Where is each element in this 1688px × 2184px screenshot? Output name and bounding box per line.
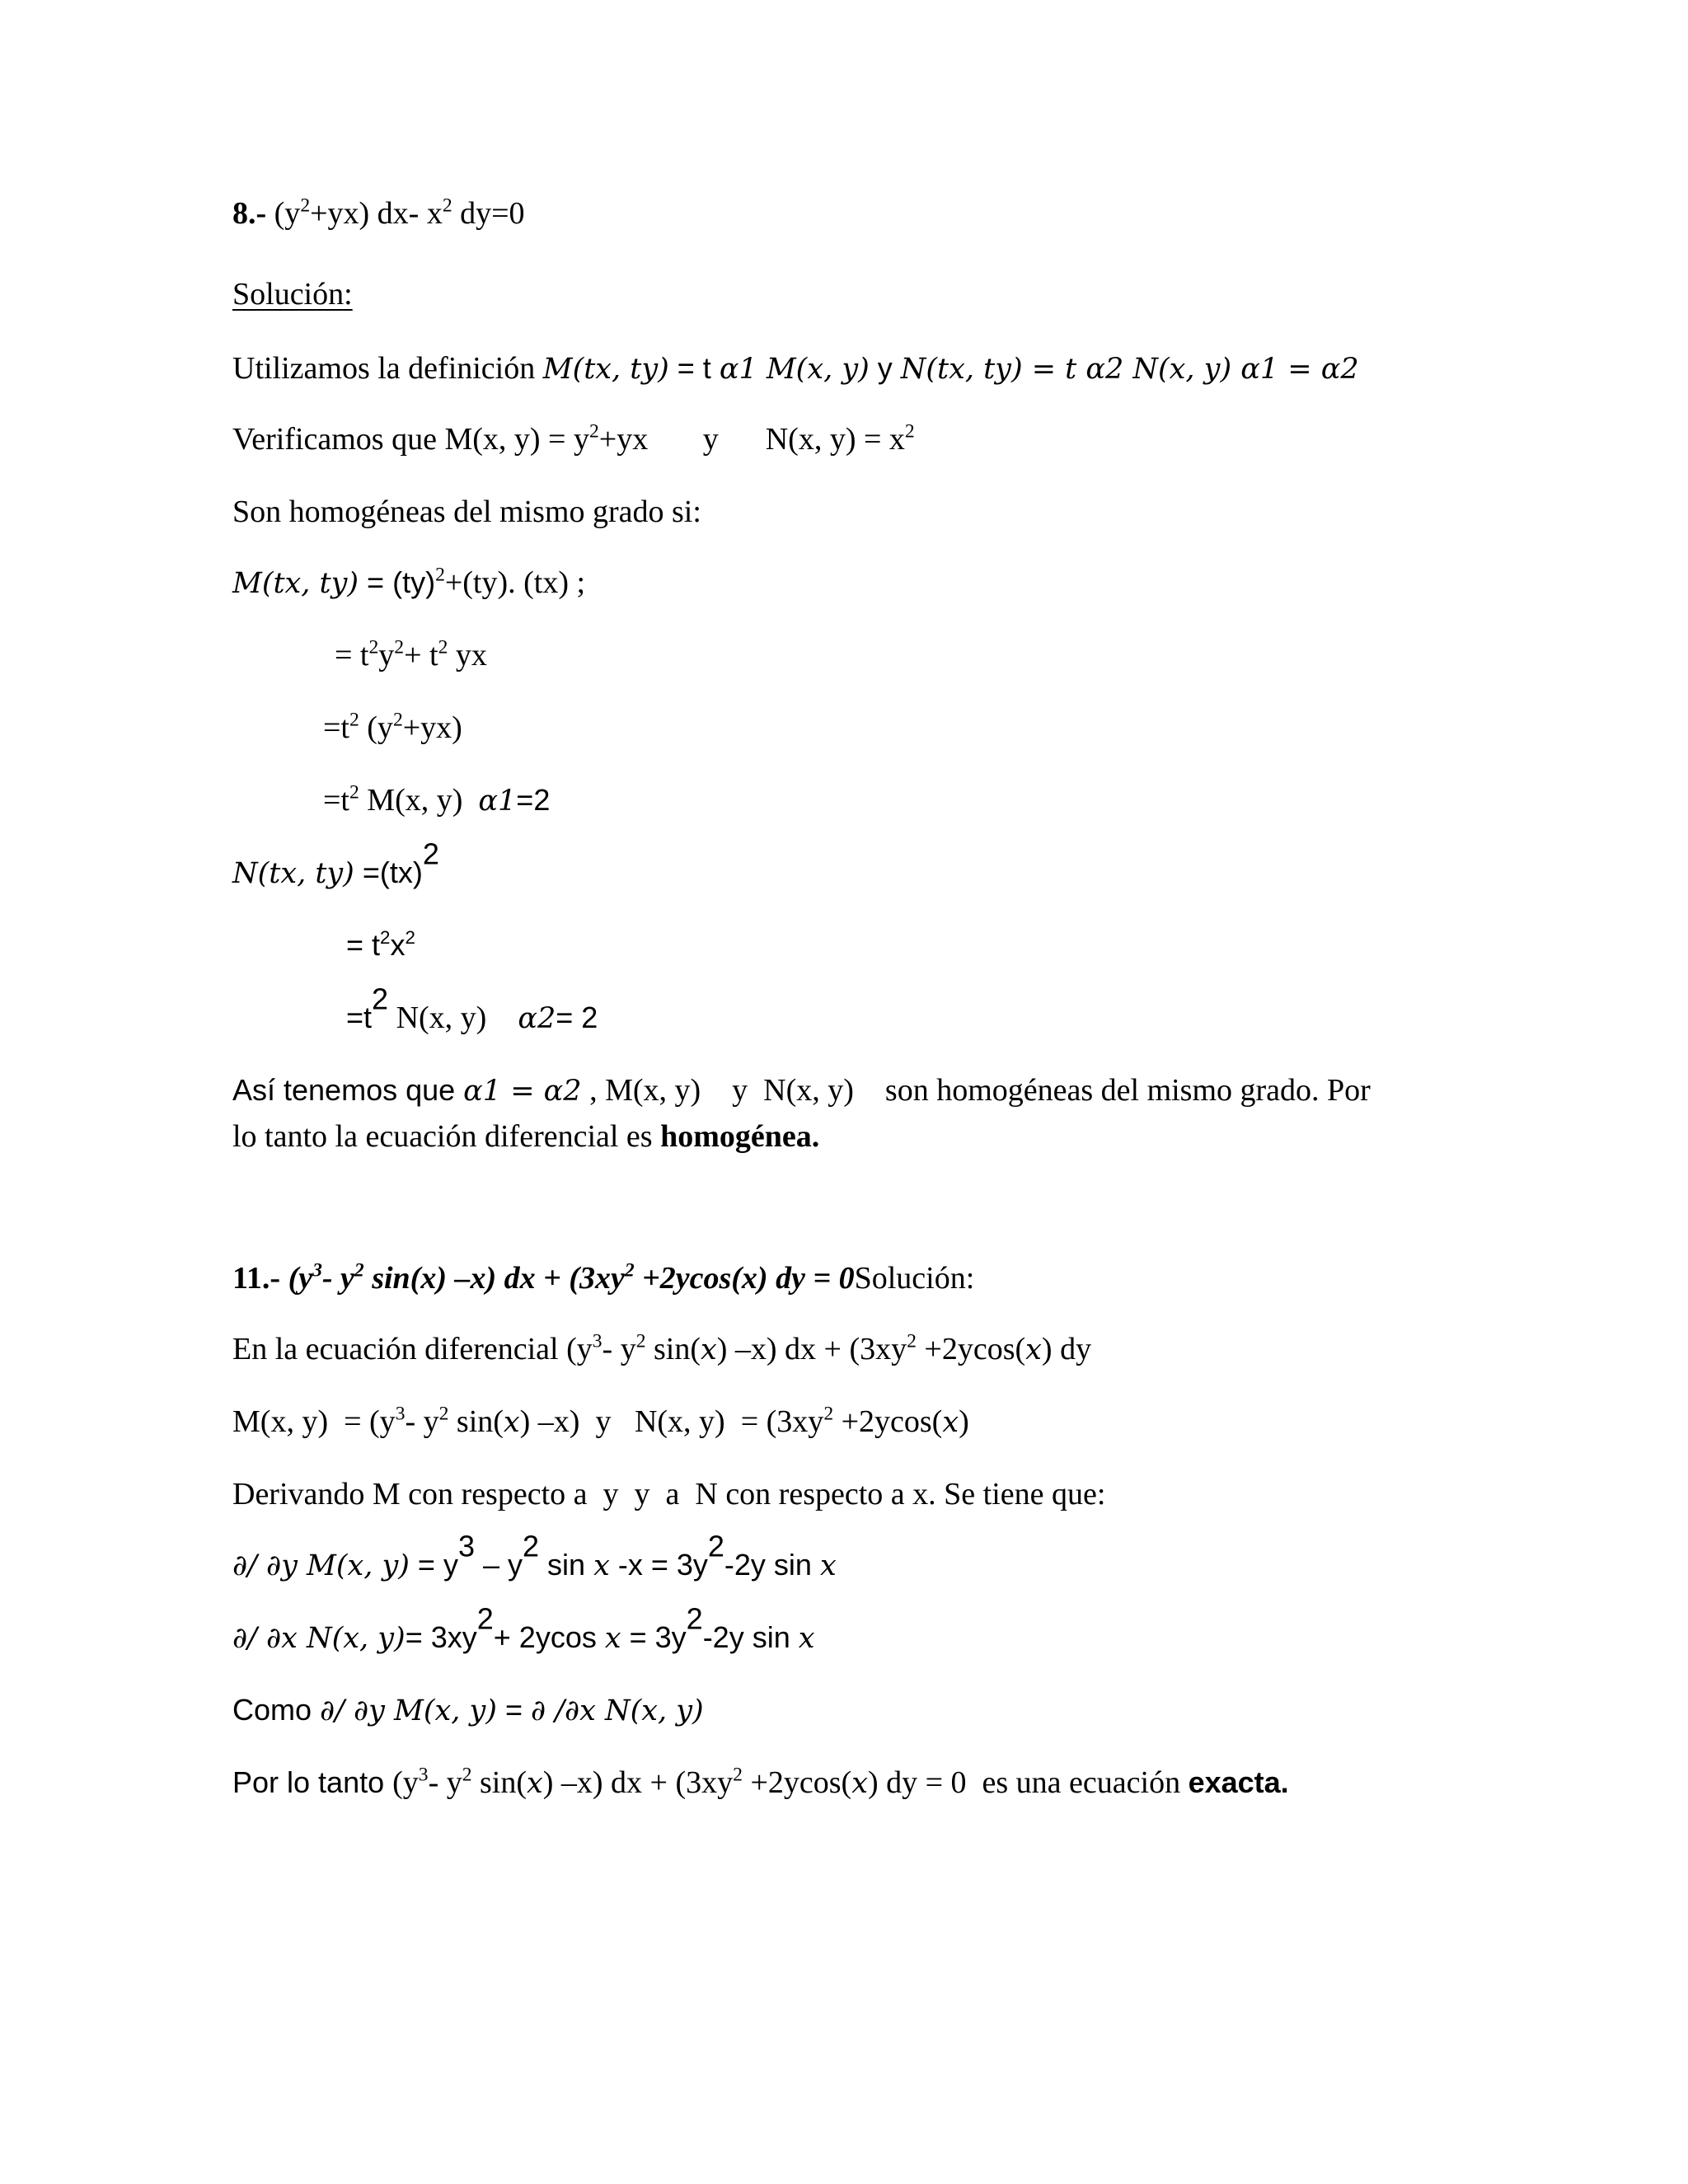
problem-8-title: 8.- $(y^2+yx)$ dx- $x^2$ dy=0 (232, 194, 525, 231)
m-step-1: M(tx, ty) = (ty)$^2$+(ty). (tx) ; (232, 564, 586, 600)
m-step-3: $=t^2$ $(y^2+yx)$ (323, 709, 462, 745)
ecuacion-line: En la ecuación diferencial ($y^3-$ $y^2$ sin(x) –x) dx + ($3xy^2 +2ycos(x)$ dy (232, 1330, 1092, 1366)
m-step-4: $=t^2$ M(x, y) α1=2 (323, 781, 551, 818)
derivando-line: Derivando M con respecto a y y a N con respecto a x. Se tiene que: (232, 1477, 1106, 1511)
final-conclusion-line: Por lo tanto ($y^3-$ $y^2$ sin(x) –x) dx + ($3xy^2 +2ycos(x)$ dy = 0 es una ecuación exacta. (232, 1764, 1289, 1800)
conclusion-line-1: Así tenemos que α1 = α2 , M(x, y) y N(x, y) son homogéneas del mismo grado. Por (232, 1073, 1371, 1108)
n-step-2: = $t^2x^2$ (346, 927, 415, 962)
n-step-3: $=t^2$ N(x, y) α2= 2 (346, 982, 598, 1035)
como-line: Como ∂/ ∂y M(x, y) = ∂ /∂x N(x, y) (232, 1693, 704, 1727)
partial-m-line: ∂/ ∂y M(x, $y) = y^3 - y^2$ sin x $-x = 3y^2-2y$ sin x (232, 1529, 837, 1582)
verify-line: Verificamos que M(x, $y) = y^2+yx$ y N(x, $y) = x^2$ (232, 420, 915, 457)
m-step-2: = $t^2y^2+ t^2$ yx (335, 636, 487, 673)
m-n-definition-line: M(x, $y) = (y^3-$ $y^2$ sin(x) –x) y N(x, $y) = (3xy^2 +2ycos(x)$ (232, 1403, 969, 1439)
definition-line: Utilizamos la definición M(tx, ty) = t α1 M(x, y) y N(tx, ty) = t α2 N(x, y) α1 = α2 (232, 351, 1359, 386)
partial-n-line: ∂/ ∂x N(x, $y)= 3xy^2+ 2ycos$ $x = 3y^2-2y$ sin x (232, 1601, 815, 1655)
homogeneous-condition: Son homogéneas del mismo grado si: (232, 494, 701, 529)
n-step-1: N(tx, ty) =(tx)$^2$ (232, 837, 439, 890)
problem-11-title: 11.- ($y^3-$ $y^2$ sin(x) –x) dx + ($3xy^2 +2ycos(x)$ dy = 0Solución: (232, 1259, 975, 1296)
conclusion-line-2: lo tanto la ecuación diferencial es homogénea. (232, 1119, 820, 1154)
solucion-heading: Solución: (232, 277, 353, 312)
